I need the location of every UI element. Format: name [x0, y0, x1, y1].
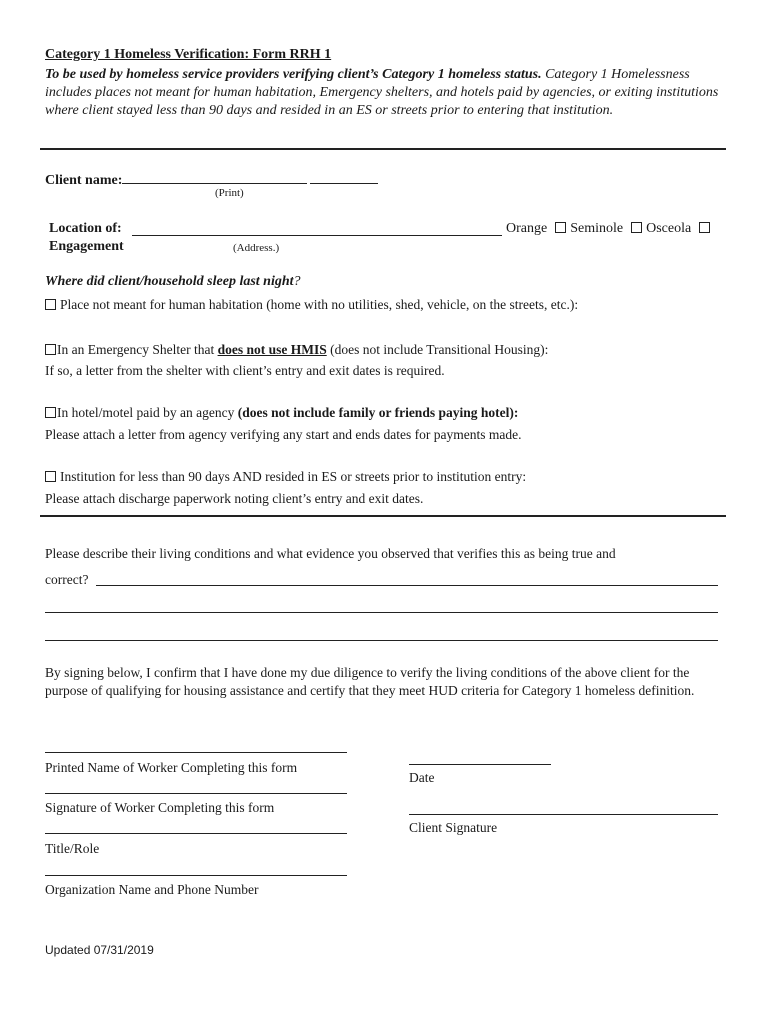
- option-4-label: Institution for less than 90 days AND resided in ES or streets prior to institution entry:: [60, 469, 527, 484]
- printed-name-label: Printed Name of Worker Completing this form: [45, 760, 298, 775]
- date-label: Date: [409, 770, 435, 785]
- county-orange-label: Orange: [506, 221, 548, 236]
- header-divider: [40, 148, 726, 150]
- client-name-field[interactable]: [122, 169, 307, 184]
- option-2-text-post: (does not include Transitional Housing):: [326, 342, 549, 357]
- option-1-checkbox[interactable]: [45, 299, 56, 310]
- describe-field-line-1[interactable]: [96, 585, 718, 586]
- option-3-checkbox[interactable]: [45, 407, 56, 418]
- date-line[interactable]: [409, 764, 551, 765]
- county-osceola-checkbox[interactable]: [699, 222, 710, 233]
- client-name-label: Client name:: [45, 173, 123, 188]
- client-signature-line[interactable]: [409, 814, 718, 815]
- title-role-label: Title/Role: [45, 841, 100, 856]
- option-1-row: [45, 297, 578, 313]
- county-orange-checkbox[interactable]: [555, 222, 566, 233]
- updated-date: Updated 07/31/2019: [45, 943, 154, 957]
- form-title: Category 1 Homeless Verification: Form RRH 1: [45, 47, 332, 62]
- option-3-text-pre: In hotel/motel paid by an agency: [57, 405, 238, 420]
- location-label-1: Location of:: [49, 221, 122, 236]
- client-name-row: [45, 169, 378, 189]
- intro-italic-text: Category 1 Homelessness includes places not meant for human habitation, Emergency shelters, and hotels paid by agencies, or exiting institutions where client stayed less than 90 days and resided in an ES or streets prior to entering that institution.: [45, 67, 719, 118]
- client-name-field-extra[interactable]: [310, 169, 378, 184]
- describe-line-2: correct?: [45, 572, 89, 587]
- option-2-row: [45, 342, 548, 358]
- option-2-checkbox[interactable]: [45, 344, 56, 355]
- county-osceola-label: Osceola: [646, 221, 692, 236]
- certification-text: By signing below, I confirm that I have done my due diligence to verify the living conditions of the above client for the purpose of qualifying for housing assistance and certify that they meet HUD criteria for Category 1 homeless definition.: [45, 665, 695, 698]
- describe-field-line-2[interactable]: [45, 612, 718, 613]
- option-4-note: Please attach discharge paperwork noting client’s entry and exit dates.: [45, 491, 424, 506]
- organization-line[interactable]: [45, 875, 347, 876]
- describe-field-line-3[interactable]: [45, 640, 718, 641]
- signature-label: Signature of Worker Completing this form: [45, 800, 275, 815]
- option-2-text-pre: In an Emergency Shelter that: [57, 342, 218, 357]
- county-seminole-checkbox[interactable]: [631, 222, 642, 233]
- option-1-label: Place not meant for human habitation (home with no utilities, shed, vehicle, on the streets, etc.):: [60, 297, 579, 312]
- sleep-question-text: Where did client/household sleep last night: [45, 274, 294, 289]
- sleep-question: [45, 274, 301, 290]
- option-2-note: If so, a letter from the shelter with client’s entry and exit dates is required.: [45, 363, 445, 378]
- option-3-row: [45, 405, 518, 421]
- option-4-row: [45, 469, 526, 485]
- address-hint: (Address.): [233, 242, 280, 254]
- location-label-2: Engagement: [49, 239, 124, 254]
- location-address-field[interactable]: [132, 221, 502, 236]
- intro-paragraph: [45, 66, 725, 120]
- intro-bold-text: To be used by homeless service providers verifying client’s Category 1 homeless status.: [45, 67, 542, 82]
- options-divider: [40, 515, 726, 517]
- describe-line-1: Please describe their living conditions and what evidence you observed that verifies this as being true and: [45, 546, 616, 561]
- option-3-text-bold: (does not include family or friends paying hotel):: [237, 405, 519, 420]
- title-role-line[interactable]: [45, 833, 347, 834]
- client-signature-label: Client Signature: [409, 820, 498, 835]
- sleep-question-mark: ?: [293, 274, 301, 289]
- signature-line[interactable]: [45, 793, 347, 794]
- client-print-hint: (Print): [215, 187, 244, 199]
- option-2-text-bold: does not use HMIS: [217, 342, 327, 357]
- county-options: [506, 221, 714, 237]
- printed-name-line[interactable]: [45, 752, 347, 753]
- option-4-checkbox[interactable]: [45, 471, 56, 482]
- option-3-note: Please attach a letter from agency verifying any start and ends dates for payments made.: [45, 427, 522, 442]
- organization-label: Organization Name and Phone Number: [45, 882, 259, 897]
- county-seminole-label: Seminole: [570, 221, 624, 236]
